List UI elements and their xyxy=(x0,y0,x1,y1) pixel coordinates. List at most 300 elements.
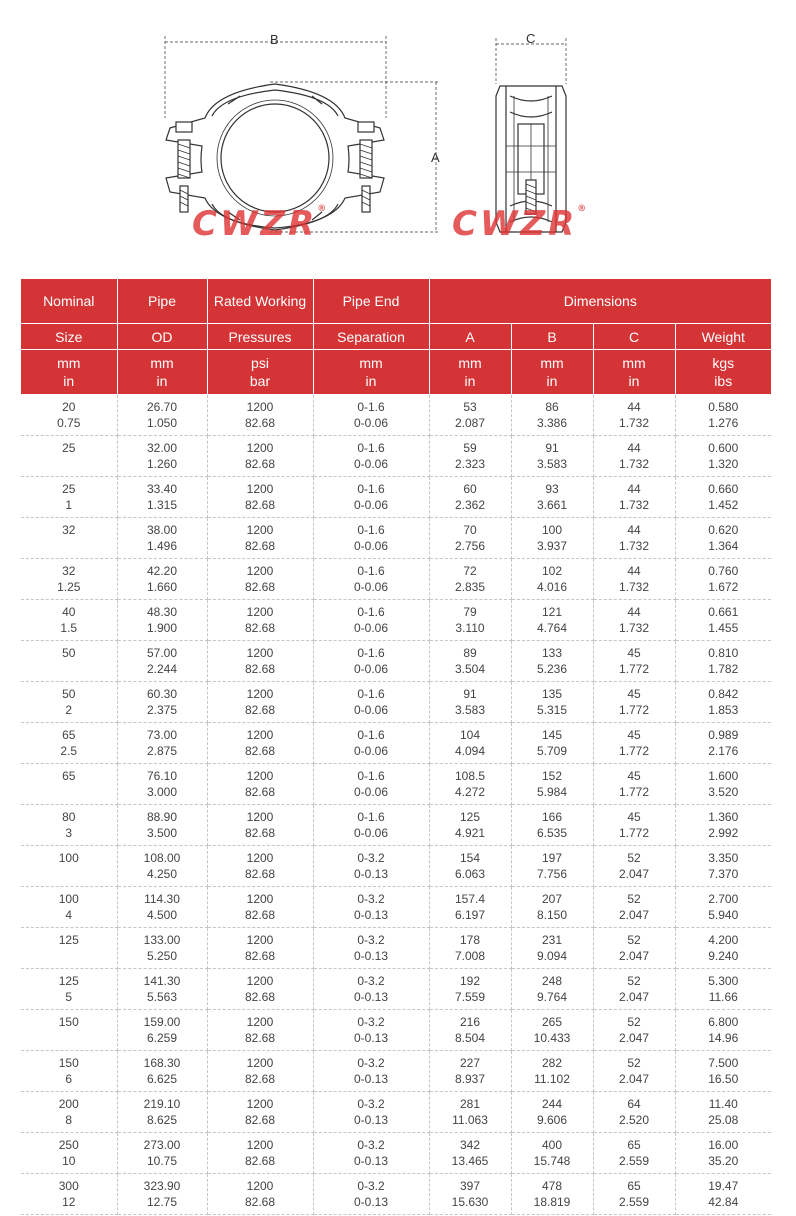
value-metric: 0.989 xyxy=(708,728,739,742)
value-imperial: 2.087 xyxy=(454,416,486,430)
value-imperial xyxy=(21,456,117,472)
value-imperial: 0-0.06 xyxy=(353,621,389,635)
value-metric: 52 xyxy=(627,933,641,947)
cell-dim-a xyxy=(429,1174,511,1215)
cell-dim-a xyxy=(429,600,511,641)
value-metric: 45 xyxy=(627,687,641,701)
unit-metric: mm xyxy=(458,355,482,371)
table-row xyxy=(21,969,771,1010)
value-imperial: 4 xyxy=(65,908,73,922)
value-metric: 11.40 xyxy=(708,1097,738,1111)
value-imperial: 3.583 xyxy=(536,457,568,471)
value-metric: 1.360 xyxy=(708,810,739,824)
table-row xyxy=(21,518,771,559)
value-imperial: 1.772 xyxy=(618,785,650,799)
cell-weight xyxy=(675,723,771,764)
value-imperial: 2.375 xyxy=(146,703,178,717)
value-imperial: 5.563 xyxy=(146,990,178,1004)
cell-pipe-od xyxy=(117,641,207,682)
cell-dim-c xyxy=(593,1010,675,1051)
value-imperial: 35.20 xyxy=(708,1154,739,1168)
cell-dim-c xyxy=(593,682,675,723)
value-imperial: 2.176 xyxy=(708,744,739,758)
cell-weight xyxy=(675,1051,771,1092)
value-metric: 57.00 xyxy=(146,646,178,660)
unit-imperial: in xyxy=(464,373,476,389)
value-metric: 65 xyxy=(62,769,76,783)
cell-separation xyxy=(313,969,429,1010)
cell-pressure xyxy=(207,436,313,477)
cell-weight xyxy=(675,395,771,436)
value-metric: 50 xyxy=(62,646,76,660)
value-metric: 0.810 xyxy=(708,646,739,660)
value-imperial: 1.452 xyxy=(708,498,739,512)
value-metric: 52 xyxy=(627,1015,641,1029)
value-imperial: 1.782 xyxy=(708,662,739,676)
value-metric: 282 xyxy=(541,1056,563,1070)
value-imperial: 3.520 xyxy=(708,785,739,799)
value-metric: 1200 xyxy=(246,1056,274,1070)
value-metric: 6.800 xyxy=(708,1015,739,1029)
value-imperial: 12 xyxy=(62,1195,76,1209)
value-metric: 64 xyxy=(627,1097,641,1111)
value-imperial xyxy=(21,661,117,677)
value-imperial xyxy=(21,948,117,964)
cell-pipe-od xyxy=(117,1133,207,1174)
value-metric: 219.10 xyxy=(143,1097,181,1111)
cell-dim-a xyxy=(429,559,511,600)
value-imperial: 82.68 xyxy=(244,908,276,922)
cell-dim-c xyxy=(593,1174,675,1215)
cell-dim-b xyxy=(511,436,593,477)
cell-weight xyxy=(675,477,771,518)
unit-imperial: in xyxy=(63,373,75,389)
table-header xyxy=(21,279,771,395)
value-metric: 0-3.2 xyxy=(357,851,385,865)
unit-imperial: in xyxy=(156,373,168,389)
cell-dim-b xyxy=(511,928,593,969)
value-metric: 207 xyxy=(541,892,563,906)
cell-dim-b xyxy=(511,682,593,723)
cell-pipe-od xyxy=(117,436,207,477)
value-metric: 1200 xyxy=(246,441,274,455)
value-imperial: 9.764 xyxy=(536,990,568,1004)
value-imperial: 9.094 xyxy=(536,949,568,963)
cell-weight xyxy=(675,1010,771,1051)
cell-pipe-od xyxy=(117,969,207,1010)
value-metric: 0-1.6 xyxy=(357,564,385,578)
value-imperial: 1.732 xyxy=(618,457,650,471)
value-imperial: 2.323 xyxy=(454,457,486,471)
value-metric: 0-3.2 xyxy=(357,892,385,906)
cell-dim-b xyxy=(511,764,593,805)
table-row xyxy=(21,1133,771,1174)
value-metric: 281 xyxy=(459,1097,481,1111)
value-metric: 0-1.6 xyxy=(357,605,385,619)
value-metric: 0.661 xyxy=(708,605,739,619)
value-metric: 79 xyxy=(463,605,477,619)
value-metric: 60 xyxy=(463,482,477,496)
value-metric: 342 xyxy=(459,1138,481,1152)
value-imperial: 1.050 xyxy=(146,416,178,430)
value-imperial: 0-0.06 xyxy=(353,785,389,799)
header-row-units xyxy=(21,350,771,395)
cell-dim-a xyxy=(429,518,511,559)
value-metric: 44 xyxy=(627,400,641,414)
brand-logo-side xyxy=(452,204,586,244)
cell-nominal-size xyxy=(21,436,117,477)
value-metric: 60.30 xyxy=(146,687,178,701)
value-imperial: 82.68 xyxy=(244,457,276,471)
cell-nominal-size xyxy=(21,518,117,559)
value-metric: 100 xyxy=(541,523,563,537)
value-metric: 1200 xyxy=(246,728,274,742)
value-imperial: 1.732 xyxy=(618,416,650,430)
value-imperial: 0-0.13 xyxy=(353,1195,389,1209)
value-imperial: 3.583 xyxy=(454,703,486,717)
value-imperial: 42.84 xyxy=(708,1195,739,1209)
value-metric: 0-1.6 xyxy=(357,769,385,783)
unit-metric: psi xyxy=(251,355,269,371)
value-metric: 197 xyxy=(541,851,563,865)
value-metric: 65 xyxy=(627,1138,641,1152)
value-metric: 42.20 xyxy=(146,564,178,578)
value-imperial: 3.386 xyxy=(536,416,568,430)
value-metric: 45 xyxy=(627,728,641,742)
cell-nominal-size xyxy=(21,764,117,805)
value-metric: 125 xyxy=(58,974,79,988)
registered-mark: ® xyxy=(317,204,327,214)
header-size: Size xyxy=(21,324,117,350)
value-imperial: 1.672 xyxy=(708,580,739,594)
dimension-b-label: B xyxy=(270,32,279,47)
value-metric: 0.660 xyxy=(708,482,739,496)
table-row xyxy=(21,846,771,887)
value-metric: 45 xyxy=(627,646,641,660)
value-metric: 150 xyxy=(58,1015,79,1029)
value-imperial: 2.520 xyxy=(618,1113,650,1127)
table-row xyxy=(21,641,771,682)
value-metric: 0-3.2 xyxy=(357,1179,385,1193)
cell-weight xyxy=(675,641,771,682)
cell-dim-b xyxy=(511,518,593,559)
value-metric: 65 xyxy=(62,728,76,742)
value-metric: 52 xyxy=(627,974,641,988)
value-imperial: 1.315 xyxy=(146,498,178,512)
value-metric: 108.00 xyxy=(143,851,181,865)
value-imperial: 82.68 xyxy=(244,580,276,594)
value-imperial: 1.732 xyxy=(618,498,650,512)
cell-pipe-od xyxy=(117,805,207,846)
value-metric: 5.300 xyxy=(708,974,739,988)
value-imperial: 0-0.06 xyxy=(353,826,389,840)
value-metric: 44 xyxy=(627,523,641,537)
value-imperial: 1.455 xyxy=(708,621,739,635)
cell-pressure xyxy=(207,518,313,559)
value-metric: 159.00 xyxy=(143,1015,181,1029)
cell-separation xyxy=(313,559,429,600)
cell-pressure xyxy=(207,846,313,887)
cell-weight xyxy=(675,764,771,805)
cell-dim-c xyxy=(593,395,675,436)
value-metric: 70 xyxy=(463,523,477,537)
value-metric: 400 xyxy=(541,1138,563,1152)
value-imperial: 3.000 xyxy=(146,785,178,799)
value-metric: 32 xyxy=(62,564,76,578)
value-imperial: 2.559 xyxy=(618,1195,650,1209)
value-metric: 397 xyxy=(459,1179,481,1193)
value-imperial: 7.008 xyxy=(454,949,486,963)
brand-logo-front xyxy=(192,204,326,244)
value-metric: 1200 xyxy=(246,687,274,701)
cell-dim-c xyxy=(593,518,675,559)
cell-separation xyxy=(313,682,429,723)
value-metric: 52 xyxy=(627,892,641,906)
cell-nominal-size xyxy=(21,969,117,1010)
value-imperial: 11.102 xyxy=(534,1072,570,1086)
value-metric: 1200 xyxy=(246,769,274,783)
value-imperial: 1.732 xyxy=(618,580,650,594)
unit-imperial: in xyxy=(628,373,640,389)
value-metric: 178 xyxy=(459,933,481,947)
cell-dim-c xyxy=(593,1051,675,1092)
value-metric: 93 xyxy=(545,482,559,496)
cell-dim-b xyxy=(511,1174,593,1215)
header-row-titles xyxy=(21,279,771,324)
value-imperial: 82.68 xyxy=(244,990,276,1004)
cell-dim-c xyxy=(593,723,675,764)
value-imperial: 4.272 xyxy=(454,785,486,799)
cell-separation xyxy=(313,805,429,846)
cell-dim-a xyxy=(429,1051,511,1092)
value-imperial: 5.709 xyxy=(536,744,568,758)
cell-weight xyxy=(675,846,771,887)
value-imperial xyxy=(21,538,117,554)
header-dim-a: A xyxy=(429,324,511,350)
cell-dim-c xyxy=(593,928,675,969)
value-imperial: 82.68 xyxy=(244,867,276,881)
value-metric: 76.10 xyxy=(146,769,178,783)
cell-dim-b xyxy=(511,723,593,764)
cell-weight xyxy=(675,969,771,1010)
cell-separation xyxy=(313,928,429,969)
value-metric: 86 xyxy=(545,400,559,414)
cell-dim-a xyxy=(429,764,511,805)
value-imperial: 1.260 xyxy=(146,457,178,471)
cell-pressure xyxy=(207,559,313,600)
value-imperial: 82.68 xyxy=(244,1195,276,1209)
cell-dim-c xyxy=(593,846,675,887)
value-metric: 0.760 xyxy=(708,564,739,578)
unit-nominal xyxy=(21,350,117,395)
value-metric: 91 xyxy=(545,441,559,455)
value-metric: 100 xyxy=(58,892,79,906)
cell-weight xyxy=(675,887,771,928)
cell-pipe-od xyxy=(117,682,207,723)
table-row xyxy=(21,1010,771,1051)
value-metric: 231 xyxy=(541,933,563,947)
value-imperial: 5.940 xyxy=(708,908,739,922)
cell-dim-a xyxy=(429,805,511,846)
value-imperial: 9.606 xyxy=(536,1113,568,1127)
value-metric: 1200 xyxy=(246,810,274,824)
value-metric: 59 xyxy=(463,441,477,455)
cell-pipe-od xyxy=(117,1092,207,1133)
table-row xyxy=(21,805,771,846)
value-imperial: 0-0.06 xyxy=(353,580,389,594)
value-imperial: 0-0.06 xyxy=(353,744,389,758)
value-metric: 0-1.6 xyxy=(357,810,385,824)
cell-dim-a xyxy=(429,969,511,1010)
value-imperial: 10 xyxy=(62,1154,76,1168)
value-imperial: 2.047 xyxy=(618,1072,650,1086)
value-metric: 50 xyxy=(62,687,76,701)
value-imperial: 1.25 xyxy=(57,580,81,594)
cell-separation xyxy=(313,723,429,764)
cell-dim-c xyxy=(593,436,675,477)
value-metric: 265 xyxy=(541,1015,563,1029)
table-row xyxy=(21,395,771,436)
value-metric: 44 xyxy=(627,564,641,578)
value-imperial: 0-0.13 xyxy=(353,1072,389,1086)
unit-imperial: in xyxy=(365,373,377,389)
cell-dim-a xyxy=(429,1010,511,1051)
value-metric: 45 xyxy=(627,810,641,824)
value-imperial: 6.535 xyxy=(536,826,568,840)
value-imperial: 1.900 xyxy=(146,621,178,635)
value-metric: 192 xyxy=(459,974,481,988)
cell-separation xyxy=(313,1092,429,1133)
value-metric: 0.580 xyxy=(708,400,739,414)
cell-dim-b xyxy=(511,805,593,846)
value-imperial: 1.320 xyxy=(708,457,739,471)
cell-weight xyxy=(675,600,771,641)
value-metric: 1200 xyxy=(246,605,274,619)
value-imperial: 3.937 xyxy=(536,539,568,553)
table-row xyxy=(21,559,771,600)
value-metric: 133.00 xyxy=(143,933,181,947)
value-metric: 65 xyxy=(627,1179,641,1193)
table-row xyxy=(21,887,771,928)
value-imperial: 10.75 xyxy=(146,1154,178,1168)
value-metric: 0.620 xyxy=(708,523,739,537)
registered-mark: ® xyxy=(577,204,587,214)
value-metric: 168.30 xyxy=(143,1056,181,1070)
value-imperial: 0-0.13 xyxy=(353,908,389,922)
unit-imperial: ibs xyxy=(714,373,733,389)
value-metric: 2.700 xyxy=(708,892,739,906)
unit-dim-c xyxy=(593,350,675,395)
cell-nominal-size xyxy=(21,1133,117,1174)
value-metric: 88.90 xyxy=(146,810,178,824)
cell-dim-b xyxy=(511,641,593,682)
value-imperial: 1.276 xyxy=(708,416,739,430)
value-metric: 0-1.6 xyxy=(357,646,385,660)
value-imperial: 4.016 xyxy=(536,580,568,594)
value-imperial: 15.630 xyxy=(451,1195,489,1209)
cell-pressure xyxy=(207,1051,313,1092)
cell-separation xyxy=(313,1174,429,1215)
value-imperial: 5.984 xyxy=(536,785,568,799)
value-imperial: 5.236 xyxy=(536,662,568,676)
value-imperial: 6.259 xyxy=(146,1031,178,1045)
unit-imperial: bar xyxy=(249,373,271,389)
cell-pressure xyxy=(207,600,313,641)
value-metric: 38.00 xyxy=(146,523,178,537)
cell-dim-c xyxy=(593,969,675,1010)
cell-dim-b xyxy=(511,969,593,1010)
value-metric: 1200 xyxy=(246,482,274,496)
value-metric: 216 xyxy=(459,1015,481,1029)
value-metric: 1200 xyxy=(246,1097,274,1111)
unit-separation xyxy=(313,350,429,395)
value-metric: 25 xyxy=(62,482,76,496)
cell-dim-b xyxy=(511,1010,593,1051)
cell-pressure xyxy=(207,477,313,518)
value-imperial: 82.68 xyxy=(244,744,276,758)
value-imperial: 82.68 xyxy=(244,949,276,963)
cell-weight xyxy=(675,1133,771,1174)
value-metric: 0-1.6 xyxy=(357,400,385,414)
value-metric: 32 xyxy=(62,523,76,537)
cell-separation xyxy=(313,436,429,477)
cell-nominal-size xyxy=(21,395,117,436)
specification-table xyxy=(21,279,771,1215)
value-imperial: 2.047 xyxy=(618,990,650,1004)
value-metric: 0-3.2 xyxy=(357,974,385,988)
cell-dim-c xyxy=(593,559,675,600)
value-metric: 300 xyxy=(58,1179,79,1193)
cell-separation xyxy=(313,764,429,805)
value-imperial: 1 xyxy=(65,498,73,512)
value-metric: 1200 xyxy=(246,564,274,578)
value-metric: 26.70 xyxy=(146,400,178,414)
cell-separation xyxy=(313,395,429,436)
cell-separation xyxy=(313,1051,429,1092)
value-imperial: 0-0.06 xyxy=(353,539,389,553)
value-metric: 1200 xyxy=(246,523,274,537)
value-imperial: 82.68 xyxy=(244,1031,276,1045)
cell-nominal-size xyxy=(21,805,117,846)
cell-separation xyxy=(313,887,429,928)
value-imperial: 0-0.13 xyxy=(353,1031,389,1045)
cell-pressure xyxy=(207,1092,313,1133)
value-imperial: 82.68 xyxy=(244,785,276,799)
value-imperial: 4.764 xyxy=(536,621,568,635)
value-imperial xyxy=(21,784,117,800)
cell-pipe-od xyxy=(117,518,207,559)
value-metric: 44 xyxy=(627,482,641,496)
cell-weight xyxy=(675,436,771,477)
value-imperial: 8.504 xyxy=(454,1031,486,1045)
value-imperial: 1.732 xyxy=(618,621,650,635)
value-metric: 227 xyxy=(459,1056,481,1070)
value-imperial: 1.772 xyxy=(618,826,650,840)
cell-separation xyxy=(313,641,429,682)
value-metric: 1200 xyxy=(246,1138,274,1152)
cell-nominal-size xyxy=(21,887,117,928)
cell-pipe-od xyxy=(117,764,207,805)
header-weight: Weight xyxy=(675,324,771,350)
value-imperial: 10.433 xyxy=(533,1031,571,1045)
unit-metric: mm xyxy=(540,355,564,371)
cell-pressure xyxy=(207,682,313,723)
cell-dim-b xyxy=(511,395,593,436)
cell-weight xyxy=(675,518,771,559)
value-imperial xyxy=(21,866,117,882)
value-imperial: 1.5 xyxy=(60,621,78,635)
value-imperial: 8 xyxy=(65,1113,73,1127)
